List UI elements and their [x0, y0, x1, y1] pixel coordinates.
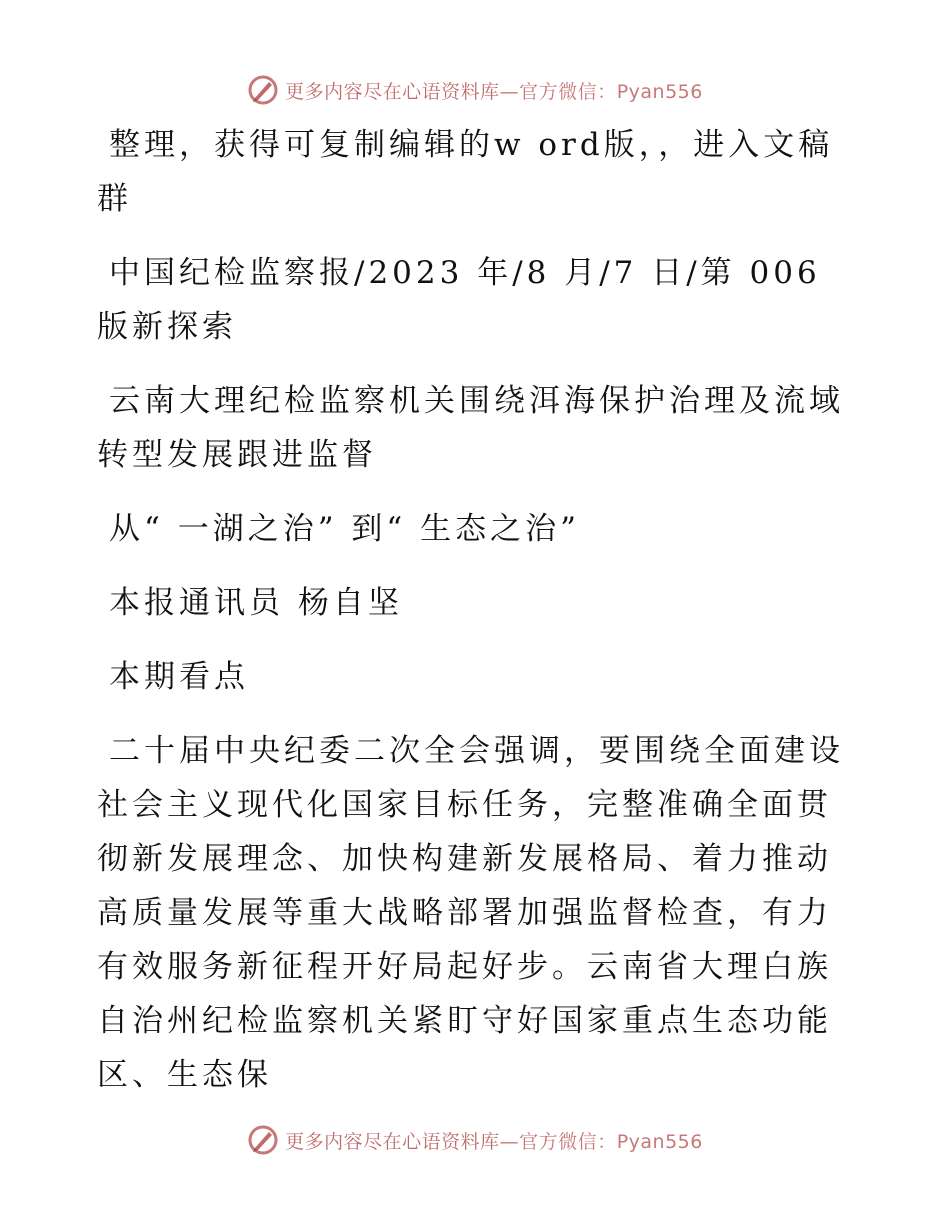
watermark-text [285, 1127, 703, 1154]
paragraph-headline: 云南大理纪检监察机关围绕洱海保护治理及流域转型发展跟进监督 [97, 383, 844, 473]
quill-pen-logo-icon [247, 1124, 279, 1156]
watermark-id: Pyan556 [616, 80, 703, 103]
paragraph-byline: 本报通讯员 杨自坚 [109, 585, 403, 621]
quill-pen-logo-icon [247, 74, 279, 106]
watermark-dash: — [499, 80, 520, 103]
watermark-id: Pyan556 [616, 1130, 703, 1153]
paragraph-source: 中国纪检监察报/2023 年/8 月/7 日/第 006 版新探索 [97, 255, 821, 345]
paragraph-body-text: 二十届中央纪委二次全会强调，要围绕全面建设社会主义现代化国家目标任务，完整准确全面贯彻新发展理念、加快构建新发展格局、着力推动高质量发展等重大战略部署加强监督检查，有力有效服务新征程开好局起好步。云南省大理白族自治州纪检监察机关紧盯守好国家重点生态功能区、生态保 [97, 733, 844, 1093]
paragraph-word-notice: 整理，获得可复制编辑的w ord版，，进入文稿群 [97, 127, 834, 217]
watermark-dash: — [499, 1130, 520, 1153]
watermark-text [285, 77, 703, 104]
watermark-main: 更多内容尽在心语资料库 [285, 1130, 500, 1153]
paragraph-section-heading: 本期看点 [109, 659, 249, 695]
watermark-label: 官方微信： [519, 1130, 617, 1153]
document-body [97, 118, 852, 1122]
watermark-label: 官方微信： [519, 80, 617, 103]
footer-watermark [0, 1120, 950, 1160]
watermark-main: 更多内容尽在心语资料库 [285, 80, 500, 103]
paragraph-main-title: 从“ 一湖之治” 到“ 生态之治” [109, 511, 580, 547]
header-watermark [0, 70, 950, 110]
